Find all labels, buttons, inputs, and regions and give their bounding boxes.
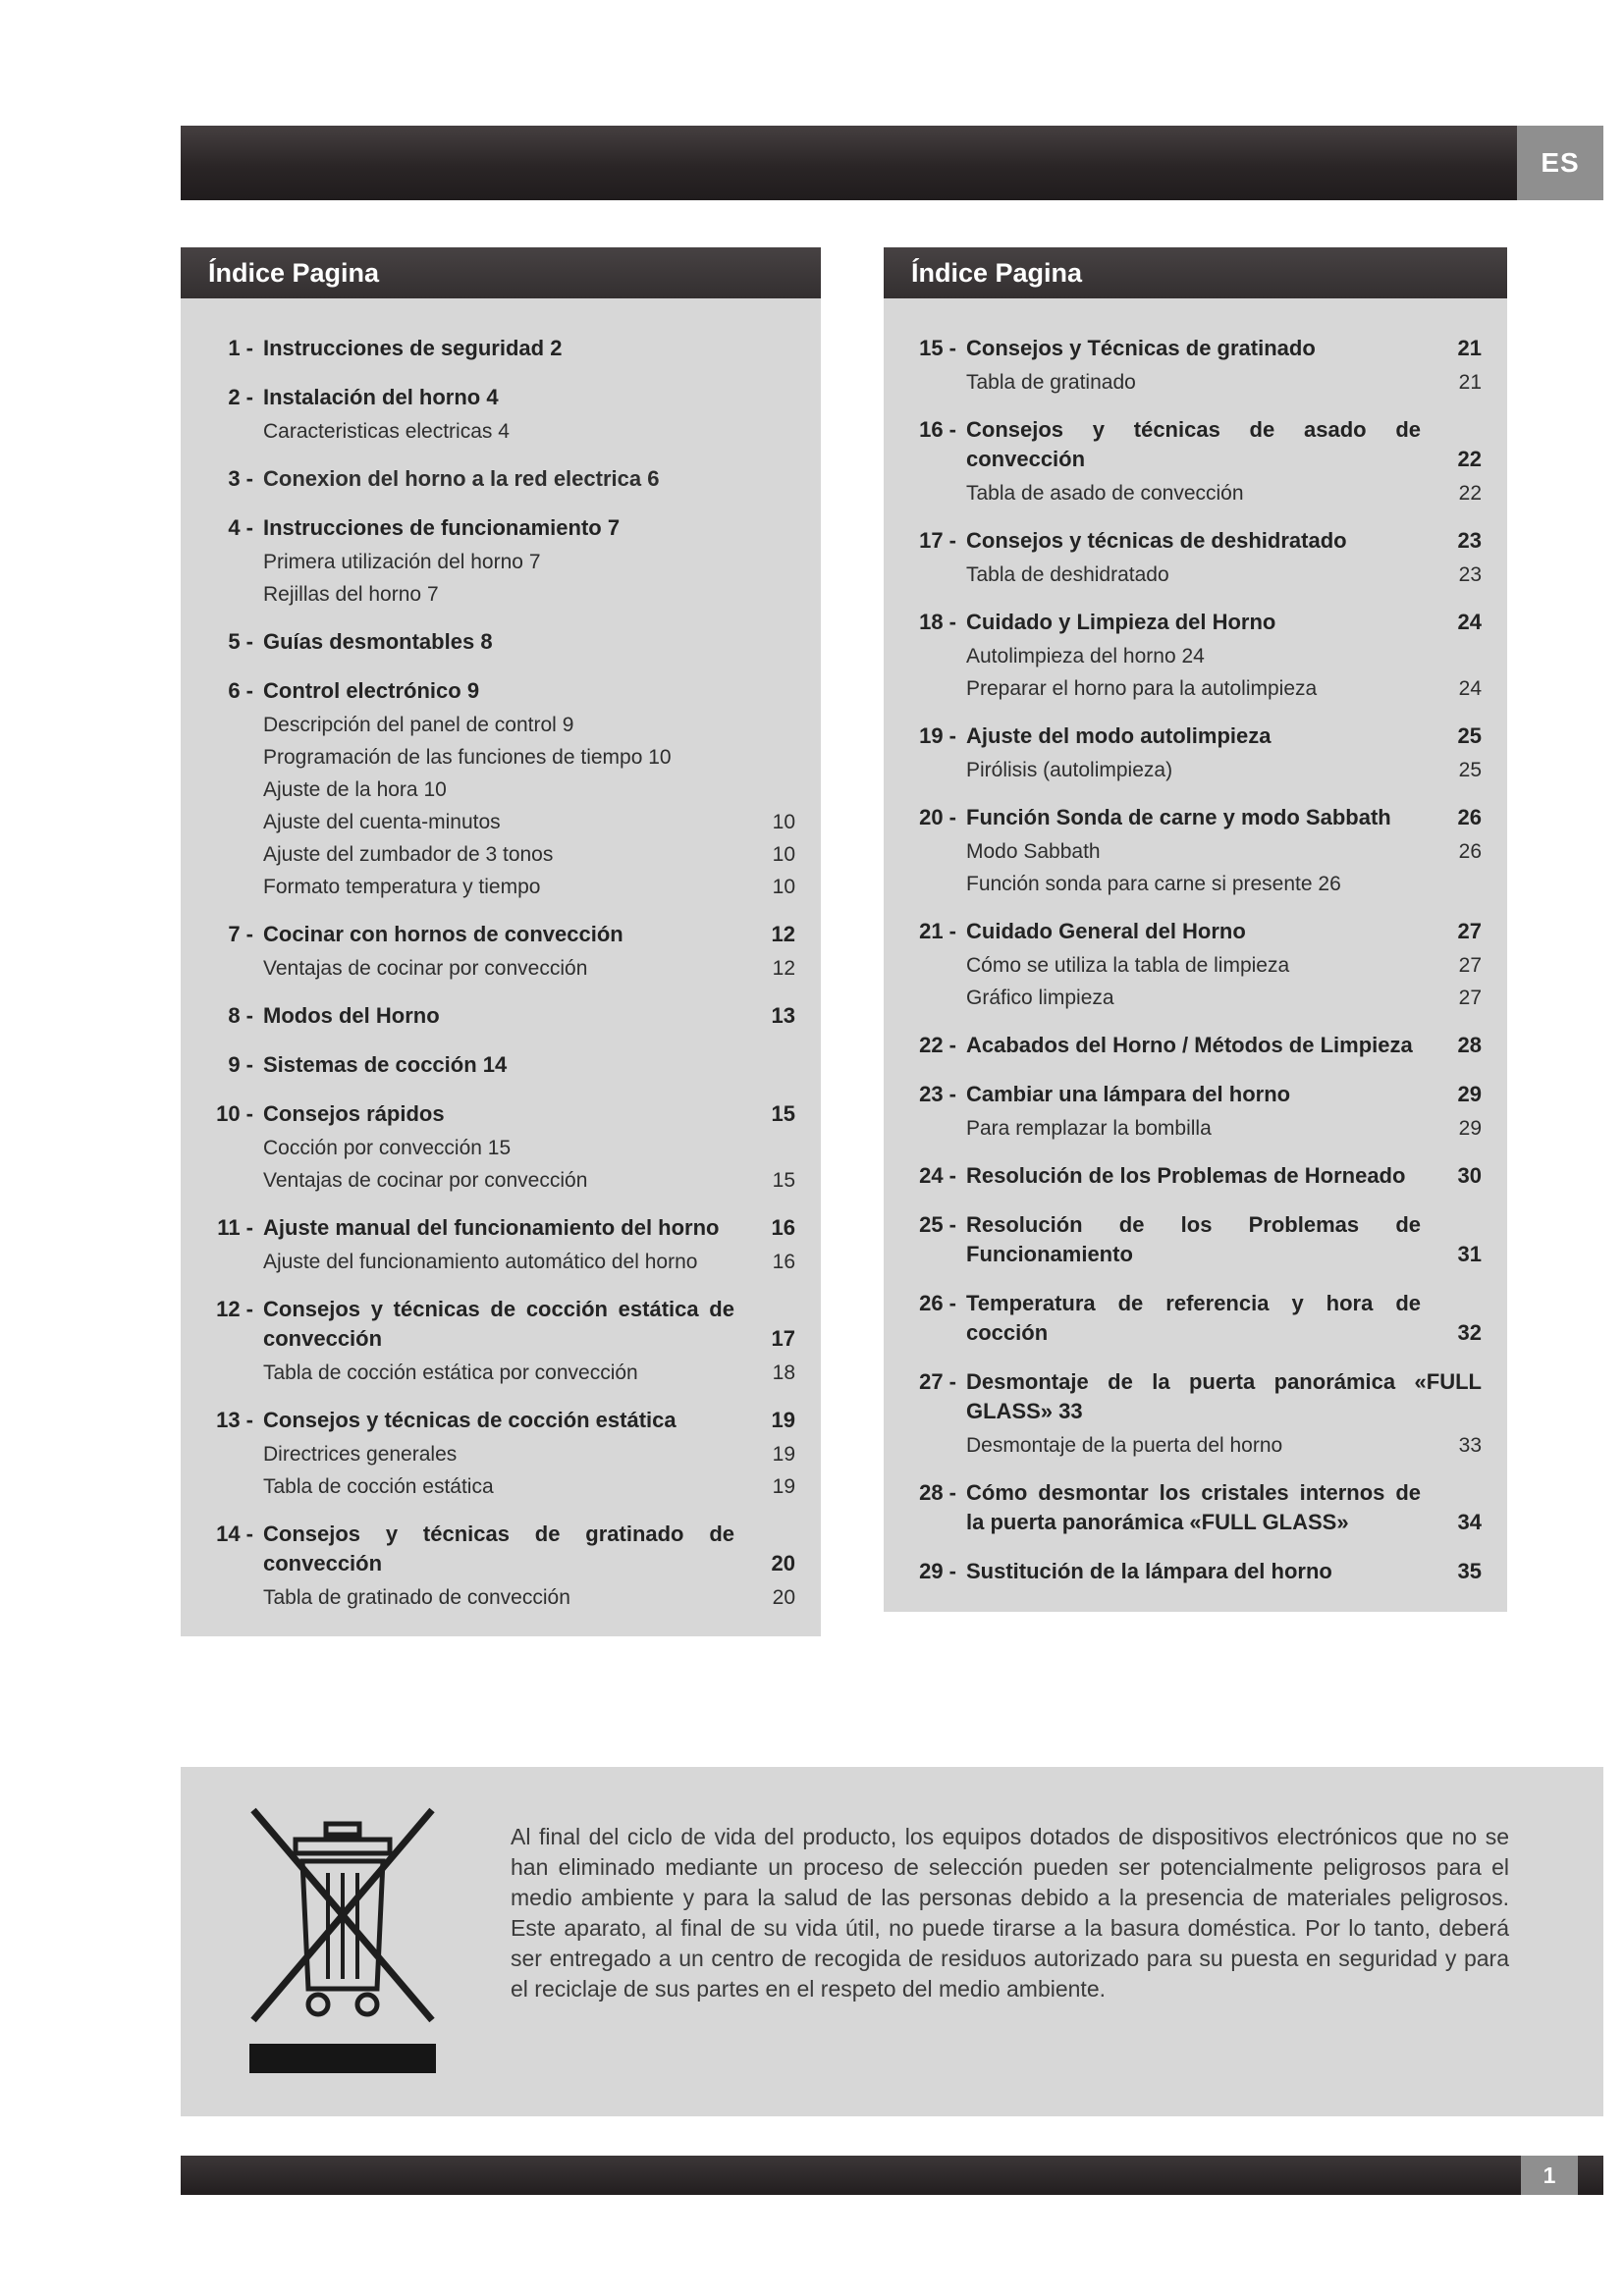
toc-entry-page: 26 (1458, 840, 1482, 863)
toc-entry-title: Descripción del panel de control (263, 714, 557, 736)
toc-entry (909, 1557, 1482, 1586)
toc-subentry (206, 1441, 795, 1468)
toc-entry (206, 383, 795, 412)
toc-entry (909, 415, 1482, 474)
toc-subentry (909, 675, 1482, 702)
toc-entry-page: 12 (772, 957, 795, 980)
toc-entry-number: 21 - (919, 919, 956, 943)
toc-entry (909, 608, 1482, 637)
toc-entry-page: 2 (550, 336, 563, 360)
toc-entry (909, 1367, 1482, 1426)
toc-entry (909, 526, 1482, 556)
toc-entry-title: Guías desmontables (263, 629, 475, 654)
toc-entry-title: Tabla de gratinado de convección (263, 1586, 570, 1609)
toc-entry-title: Cuidado y Limpieza del Horno (966, 610, 1276, 634)
toc-entry (909, 334, 1482, 363)
toc-entry (909, 721, 1482, 751)
toc-entry-page: 19 (772, 1443, 795, 1466)
toc-entry (909, 1289, 1482, 1348)
toc-entry-page: 7 (426, 583, 439, 606)
toc-entry-title: Tabla de cocción estática por convección (263, 1362, 638, 1384)
toc-column-left (181, 247, 821, 1636)
toc-entry-title: Resolución de los Problemas de Horneado (966, 1163, 1406, 1188)
toc-entry-number: 2 - (228, 385, 253, 409)
toc-entry-number: 8 - (228, 1003, 253, 1028)
toc-entry-number: 6 - (228, 678, 253, 703)
toc-subentry (206, 712, 795, 738)
toc-entry-page: 31 (1457, 1242, 1482, 1266)
toc-entry-page: 15 (772, 1169, 795, 1192)
toc-entry-title: Ventajas de cocinar por convección (263, 1169, 588, 1192)
toc-entry-title: Primera utilización del horno (263, 551, 523, 573)
toc-entry-page: 7 (528, 551, 541, 573)
toc-entry-title: Programación de las funciones de tiempo (263, 746, 643, 769)
crossed-out-wheeled-bin-icon (181, 1767, 505, 2116)
toc-entry-title: Ajuste del modo autolimpieza (966, 723, 1272, 748)
toc-subentry (909, 871, 1482, 897)
toc-entry (206, 1520, 795, 1578)
toc-entry-title: Caracteristicas electricas (263, 420, 493, 443)
toc-entry-title: Cómo se utiliza la tabla de limpieza (966, 954, 1290, 977)
toc-entry-title: Modo Sabbath (966, 840, 1101, 863)
toc-entry-title: Conexion del horno a la red electrica (263, 466, 642, 491)
toc-subentry (909, 952, 1482, 979)
toc-entry (909, 1080, 1482, 1109)
toc-entry-title: Directrices generales (263, 1443, 458, 1466)
toc-subentry (206, 1584, 795, 1611)
toc-entry-page: 8 (480, 629, 493, 654)
toc-entry-page: 7 (607, 515, 621, 540)
toc-entry-title: Para remplazar la bombilla (966, 1117, 1212, 1140)
toc-entry-title: Ajuste del cuenta-minutos (263, 811, 501, 833)
toc-entry-page: 19 (771, 1408, 795, 1432)
toc-entry (206, 513, 795, 543)
toc-entry-title: Consejos y técnicas de cocción estática de convección (263, 1297, 734, 1351)
toc-entry-page: 22 (1458, 482, 1482, 505)
toc-entry-number: 23 - (919, 1082, 956, 1106)
toc-entry-title: Instrucciones de seguridad (263, 336, 545, 360)
toc-entry-page: 21 (1458, 371, 1482, 394)
weee-notice-box (181, 1767, 1603, 2116)
toc-entry-number: 15 - (919, 336, 956, 360)
toc-subentry (206, 955, 795, 982)
toc-entry-number: 28 - (919, 1480, 956, 1505)
weee-notice-text: Al final del ciclo de vida del producto, los equipos dotados de dispositivos electrónicos que no se han eliminado mediante un proceso de selección pueden ser potencialmente peligrosos para el medio ambiente y para la salud de las personas debido a la presencia de materiales peligrosos. Este aparato, al final de su vida útil, no puede tirarse a la basura doméstica. Por lo tanto, deberá ser entregado a un centro de recogida de residuos autorizado para su puesta en seguridad y para el reciclaje de sus partes en el respeto del medio ambiente. (511, 1824, 1509, 2002)
toc-entry-title: Cocinar con hornos de convección (263, 922, 623, 946)
toc-entry-number: 22 - (919, 1033, 956, 1057)
toc-entry-number: 14 - (216, 1522, 253, 1546)
toc-entry-title: Desmontaje de la puerta del horno (966, 1434, 1283, 1457)
toc-entry (206, 627, 795, 657)
toc-entry-page: 13 (771, 1003, 795, 1028)
toc-entry (206, 1295, 795, 1354)
toc-subentry (206, 464, 795, 494)
toc-entries-list-left (181, 298, 821, 1611)
toc-subentry (206, 841, 795, 868)
toc-subentry (909, 561, 1482, 588)
toc-entry (909, 1161, 1482, 1191)
toc-entry-page: 12 (771, 922, 795, 946)
toc-entry-page: 22 (1457, 447, 1482, 471)
toc-entry-title: Ajuste del zumbador de 3 tonos (263, 843, 554, 866)
toc-entry-page: 4 (498, 420, 510, 443)
toc-entry-title: Cuidado General del Horno (966, 919, 1246, 943)
toc-entry-number: 1 - (228, 336, 253, 360)
toc-entry-title: Sistemas de cocción (263, 1052, 477, 1077)
toc-entry-title: Función sonda para carne si presente (966, 873, 1313, 895)
toc-subentry (206, 1135, 795, 1161)
toc-entry-page: 33 (1458, 1434, 1482, 1457)
toc-entry-page: 16 (772, 1251, 795, 1273)
toc-entry-number: 18 - (919, 610, 956, 634)
toc-entry-page: 4 (486, 385, 499, 409)
toc-subentry (909, 1432, 1482, 1459)
toc-header-label: Índice Pagina (911, 257, 1083, 288)
toc-entry (206, 1213, 795, 1243)
toc-entry-number: 26 - (919, 1291, 956, 1315)
toc-subentry (909, 480, 1482, 507)
toc-entry-page: 32 (1457, 1320, 1482, 1345)
toc-entry-number: 24 - (919, 1163, 956, 1188)
toc-entry-title: Tabla de deshidratado (966, 563, 1169, 586)
toc-entry-page: 24 (1181, 645, 1205, 667)
toc-entry-title: Preparar el horno para la autolimpieza (966, 677, 1318, 700)
toc-entry-page: 20 (772, 1586, 795, 1609)
toc-entry-number: 9 - (228, 1052, 253, 1077)
toc-entry-title: Consejos y técnicas de gratinado de convección (263, 1522, 734, 1575)
toc-subentry (206, 581, 795, 608)
toc-entry-page: 19 (772, 1475, 795, 1498)
toc-entry-number: 5 - (228, 629, 253, 654)
toc-entry-title: Instrucciones de funcionamiento (263, 515, 602, 540)
toc-entry-number: 12 - (216, 1297, 253, 1321)
toc-entry-number: 3 - (228, 466, 253, 491)
toc-entry-title: Ajuste de la hora (263, 778, 418, 801)
page-number-badge: 1 (1521, 2156, 1578, 2195)
bottom-footer-bar (181, 2156, 1603, 2195)
toc-entry (206, 1001, 795, 1031)
toc-subentry (909, 643, 1482, 669)
toc-entry-number: 11 - (217, 1215, 253, 1240)
toc-entry (206, 334, 795, 363)
toc-subentry (206, 874, 795, 900)
toc-entry-number: 13 - (216, 1408, 253, 1432)
toc-entry-page: 27 (1457, 919, 1482, 943)
toc-entry-title: Ajuste manual del funcionamiento del horno (263, 1215, 720, 1240)
toc-entry (206, 1050, 795, 1080)
toc-subentry (909, 1115, 1482, 1142)
top-header-bar (181, 126, 1603, 200)
toc-entry-title: Sustitución de la lámpara del horno (966, 1559, 1332, 1583)
toc-entry-page: 21 (1457, 336, 1482, 360)
toc-entry-page: 23 (1457, 528, 1482, 553)
toc-entry-page: 27 (1458, 987, 1482, 1009)
toc-subentry (206, 1360, 795, 1386)
toc-entry-page: 20 (771, 1551, 795, 1575)
toc-entry-title: Tabla de cocción estática (263, 1475, 494, 1498)
toc-entry-number: 10 - (216, 1101, 253, 1126)
toc-entry-page: 10 (772, 843, 795, 866)
toc-entry-page: 29 (1458, 1117, 1482, 1140)
toc-entry-title: Consejos y técnicas de asado de convección (966, 417, 1421, 471)
toc-header-right (884, 247, 1507, 298)
toc-subentry (206, 1473, 795, 1500)
toc-entry-title: Tabla de asado de convección (966, 482, 1244, 505)
toc-subentry (909, 369, 1482, 396)
toc-entry-title: Función Sonda de carne y modo Sabbath (966, 805, 1391, 829)
toc-entry-page: 15 (487, 1137, 512, 1159)
toc-subentry (909, 838, 1482, 865)
toc-header-label: Índice Pagina (208, 257, 380, 288)
toc-entry-title: Temperatura de referencia y hora de cocción (966, 1291, 1421, 1345)
toc-entry-page: 25 (1458, 759, 1482, 781)
toc-entry-number: 25 - (919, 1212, 956, 1237)
toc-entry-number: 29 - (919, 1559, 956, 1583)
toc-entry (206, 1099, 795, 1129)
toc-entry-title: Cocción por convección (263, 1137, 482, 1159)
toc-entry-page: 27 (1458, 954, 1482, 977)
toc-subentry (206, 549, 795, 575)
toc-entry-page: 28 (1457, 1033, 1482, 1057)
toc-header-left (181, 247, 821, 298)
toc-subentry (206, 1249, 795, 1275)
toc-subentry (206, 744, 795, 771)
toc-entry (909, 1031, 1482, 1060)
toc-entry-page: 23 (1458, 563, 1482, 586)
toc-subentry (206, 809, 795, 835)
toc-entry-title: Modos del Horno (263, 1003, 440, 1028)
toc-entry-page: 33 (1058, 1399, 1083, 1423)
toc-entries-list-right (884, 298, 1507, 1586)
toc-entry-page: 29 (1457, 1082, 1482, 1106)
toc-entry-page: 10 (423, 778, 447, 801)
toc-entry-number: 4 - (228, 515, 253, 540)
toc-entry-page: 24 (1457, 610, 1482, 634)
toc-entry-title: Cambiar una lámpara del horno (966, 1082, 1291, 1106)
toc-entry-page: 16 (771, 1215, 795, 1240)
toc-entry-title: Consejos y técnicas de deshidratado (966, 528, 1347, 553)
toc-entry-title: Instalación del horno (263, 385, 481, 409)
toc-entry-title: Gráfico limpieza (966, 987, 1114, 1009)
toc-entry-page: 18 (772, 1362, 795, 1384)
toc-entry-title: Consejos y técnicas de cocción estática (263, 1408, 677, 1432)
toc-entry-title: Autolimpieza del horno (966, 645, 1176, 667)
toc-entry-title: Consejos y Técnicas de gratinado (966, 336, 1316, 360)
toc-entry-title: Control electrónico (263, 678, 461, 703)
toc-entry (206, 1406, 795, 1435)
toc-entry-title: Desmontaje de la puerta panorámica «FULL GLASS» (966, 1369, 1482, 1423)
toc-entry-page: 30 (1457, 1163, 1482, 1188)
toc-entry-page: 25 (1457, 723, 1482, 748)
toc-entry (206, 920, 795, 949)
toc-entry-number: 20 - (919, 805, 956, 829)
toc-entry-page: 14 (482, 1052, 508, 1077)
toc-subentry (909, 757, 1482, 783)
toc-entry-page: 26 (1457, 805, 1482, 829)
toc-entry-page: 34 (1457, 1510, 1482, 1534)
toc-entry-page: 10 (772, 876, 795, 898)
toc-entry-page: 15 (771, 1101, 795, 1126)
toc-entry-number: 19 - (919, 723, 956, 748)
toc-entry-number: 7 - (228, 922, 253, 946)
toc-entry-number: 16 - (919, 417, 956, 442)
toc-entry-page: 17 (771, 1326, 795, 1351)
toc-entry-title: Formato temperatura y tiempo (263, 876, 541, 898)
toc-entry-title: Ajuste del funcionamiento automático del horno (263, 1251, 698, 1273)
toc-subentry (909, 985, 1482, 1011)
toc-entry-title: Acabados del Horno / Métodos de Limpieza (966, 1033, 1413, 1057)
toc-entry-page: 6 (647, 466, 660, 491)
toc-entry-title: Tabla de gratinado (966, 371, 1136, 394)
toc-column-right (884, 247, 1507, 1612)
toc-entry-title: Resolución de los Problemas de Funcionamiento (966, 1212, 1421, 1266)
toc-entry (909, 1478, 1482, 1537)
toc-entry-page: 26 (1318, 873, 1341, 895)
toc-entry-title: Rejillas del horno (263, 583, 422, 606)
toc-subentry (206, 776, 795, 803)
toc-entry (909, 1210, 1482, 1269)
toc-entry-page: 9 (562, 714, 574, 736)
toc-subentry (206, 418, 795, 445)
toc-entry-title: Ventajas de cocinar por convección (263, 957, 588, 980)
language-badge: ES (1517, 126, 1603, 200)
toc-entry-number: 17 - (919, 528, 956, 553)
toc-entry (206, 676, 795, 706)
toc-entry (909, 917, 1482, 946)
toc-entry-page: 9 (466, 678, 480, 703)
toc-subentry (206, 1167, 795, 1194)
toc-entry-number: 27 - (919, 1369, 956, 1394)
toc-entry-title: Consejos rápidos (263, 1101, 445, 1126)
toc-entry-page: 35 (1457, 1559, 1482, 1583)
toc-entry-page: 10 (772, 811, 795, 833)
toc-entry-title: Pirólisis (autolimpieza) (966, 759, 1173, 781)
toc-entry-title: Cómo desmontar los cristales internos de la puerta panorámica «FULL GLASS» (966, 1480, 1421, 1534)
toc-entry (909, 803, 1482, 832)
toc-entry-page: 24 (1458, 677, 1482, 700)
toc-entry-page: 10 (648, 746, 672, 769)
